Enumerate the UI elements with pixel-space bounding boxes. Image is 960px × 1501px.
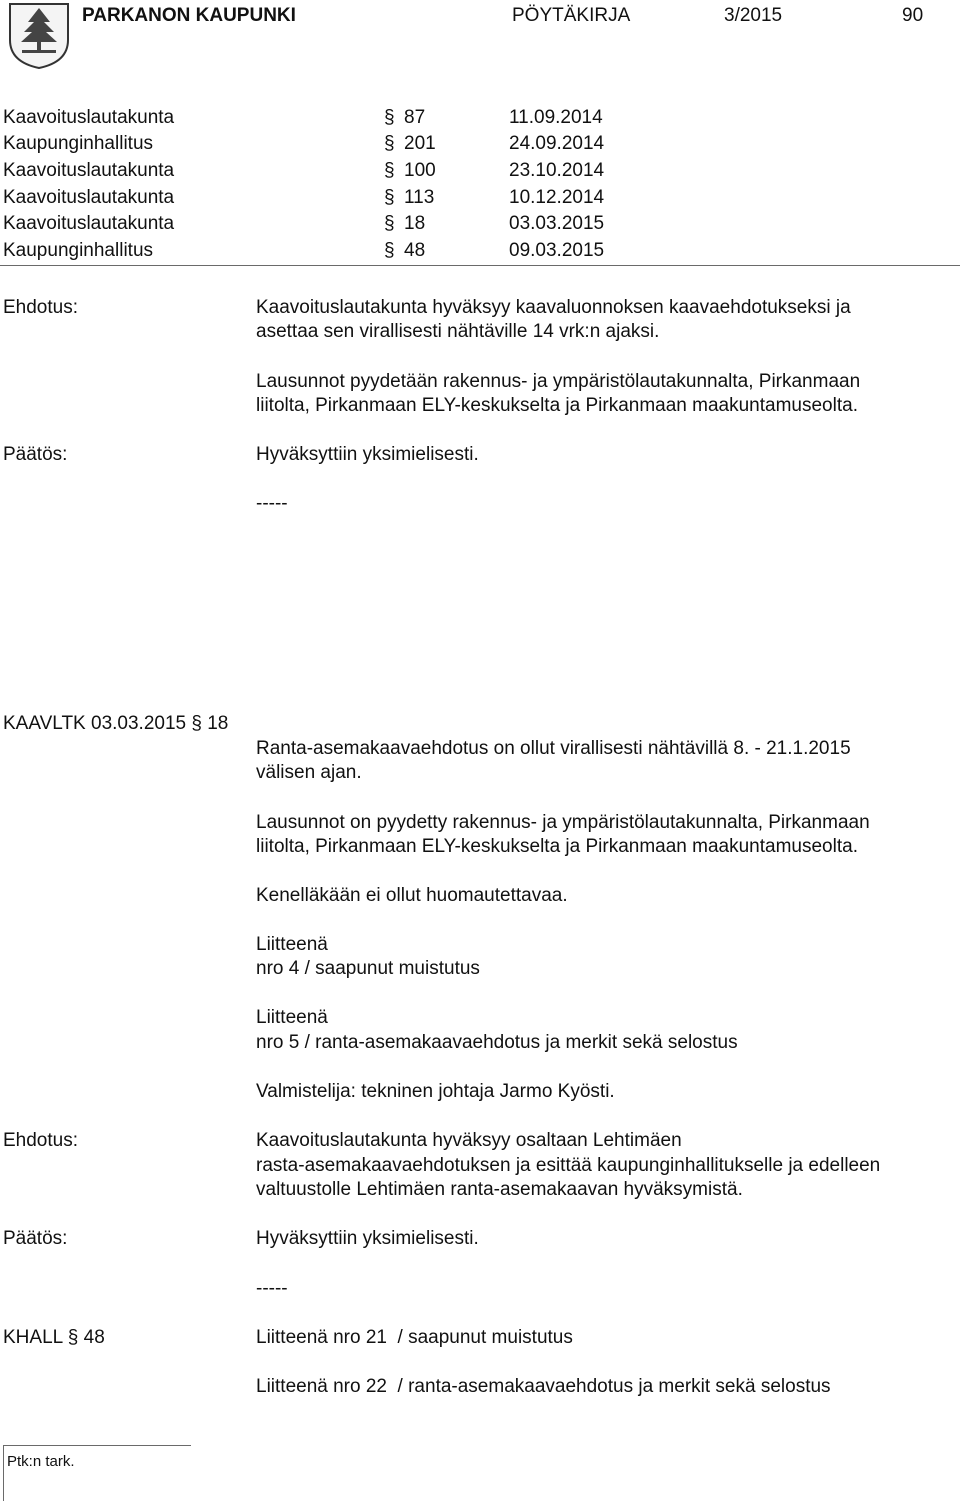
history-body: Kaavoituslautakunta [3, 213, 175, 234]
history-body: Kaavoituslautakunta [3, 160, 175, 181]
ehdotus-text: rasta-asemakaavaehdotuksen ja esittää kaupunginhallitukselle ja edelleen [256, 1155, 881, 1176]
footer-divider [3, 1445, 191, 1446]
history-date: 23.10.2014 [509, 160, 605, 181]
ehdotus-label: Ehdotus: [3, 297, 78, 318]
history-body: Kaavoituslautakunta [3, 187, 175, 208]
preparer-text: Valmistelija: tekninen johtaja Jarmo Kyösti. [256, 1081, 615, 1102]
ehdotus-label: Ehdotus: [3, 1130, 78, 1151]
khall-reference [3, 1326, 105, 1350]
attachment-text: nro 5 / ranta-asemakaavaehdotus ja merkit sekä selostus [256, 1032, 738, 1053]
history-body: Kaavoituslautakunta [3, 107, 175, 128]
history-date: 11.09.2014 [509, 107, 603, 128]
lausunnot-text: liitolta, Pirkanmaan ELY-keskukselta ja Pirkanmaan maakuntamuseolta. [256, 395, 858, 416]
history-date: 03.03.2015 [509, 213, 605, 234]
paatos-text: Hyväksyttiin yksimielisesti. [256, 444, 479, 465]
paragraph: Lausunnot on pyydetty rakennus- ja ympäristölautakunnalta, Pirkanmaan [256, 812, 870, 833]
ehdotus-text: valtuustolle Lehtimäen ranta-asemakaavan hyväksymistä. [256, 1179, 743, 1200]
paragraph: välisen ajan. [256, 762, 362, 783]
document-type: PÖYTÄKIRJA [512, 5, 631, 26]
attachment-text: nro 4 / saapunut muistutus [256, 958, 480, 979]
ehdotus-text: Kaavoituslautakunta hyväksyy kaavaluonnoksen kaavaehdotukseksi ja [256, 297, 851, 318]
separator: ----- [256, 493, 288, 514]
history-number: 18 [404, 213, 426, 234]
separator: ----- [256, 1278, 288, 1299]
kaavltk-reference [3, 712, 228, 736]
paragraph: Kenelläkään ei ollut huomautettavaa. [256, 885, 568, 906]
ehdotus-text: Kaavoituslautakunta hyväksyy osaltaan Lehtimäen [256, 1130, 682, 1151]
attachment-text: Liitteenä nro 21 / saapunut muistutus [256, 1327, 573, 1348]
history-number: 100 [404, 160, 436, 181]
attachment-text: Liitteenä nro 22 / ranta-asemakaavaehdotus ja merkit sekä selostus [256, 1376, 831, 1397]
history-body: Kaupunginhallitus [3, 240, 154, 261]
khall-ref-number: 48 [83, 1327, 105, 1348]
history-date: 24.09.2014 [509, 133, 605, 154]
attachment-label: Liitteenä [256, 934, 328, 955]
khall-ref-text: KHALL [3, 1327, 63, 1348]
history-date: 10.12.2014 [509, 187, 605, 208]
paragraph: liitolta, Pirkanmaan ELY-keskukselta ja Pirkanmaan maakuntamuseolta. [256, 836, 858, 857]
section-symbol: § [384, 160, 395, 181]
paatos-label: Päätös: [3, 444, 68, 465]
section-symbol: § [384, 133, 395, 154]
footer-box-edge [3, 1445, 4, 1501]
city-crest-logo [4, 0, 74, 70]
history-body: Kaupunginhallitus [3, 133, 154, 154]
history-number: 201 [404, 133, 436, 154]
history-number: 87 [404, 107, 426, 128]
attachment-label: Liitteenä [256, 1007, 328, 1028]
section-symbol: § [191, 713, 202, 734]
section-symbol: § [67, 1327, 79, 1348]
history-number: 48 [404, 240, 426, 261]
paatos-label: Päätös: [3, 1228, 68, 1249]
footer-label: Ptk:n tark. [7, 1453, 75, 1470]
history-number: 113 [404, 187, 435, 208]
organization-name: PARKANON KAUPUNKI [82, 5, 296, 26]
lausunnot-text: Lausunnot pyydetään rakennus- ja ympäristölautakunnalta, Pirkanmaan [256, 371, 861, 392]
kaavltk-ref-number: 18 [207, 713, 229, 734]
issue-number: 3/2015 [724, 5, 783, 26]
history-date: 09.03.2015 [509, 240, 605, 261]
kaavltk-ref-text: KAAVLTK 03.03.2015 [3, 713, 187, 734]
section-symbol: § [384, 187, 395, 208]
page-number: 90 [902, 5, 924, 26]
section-symbol: § [384, 213, 395, 234]
paragraph: Ranta-asemakaavaehdotus on ollut virallisesti nähtävillä 8. - 21.1.2015 [256, 738, 851, 759]
section-symbol: § [384, 240, 395, 261]
paatos-text: Hyväksyttiin yksimielisesti. [256, 1228, 479, 1249]
section-symbol: § [384, 107, 395, 128]
ehdotus-text: asettaa sen virallisesti nähtäville 14 vrk:n ajaksi. [256, 321, 660, 342]
divider [0, 265, 960, 266]
